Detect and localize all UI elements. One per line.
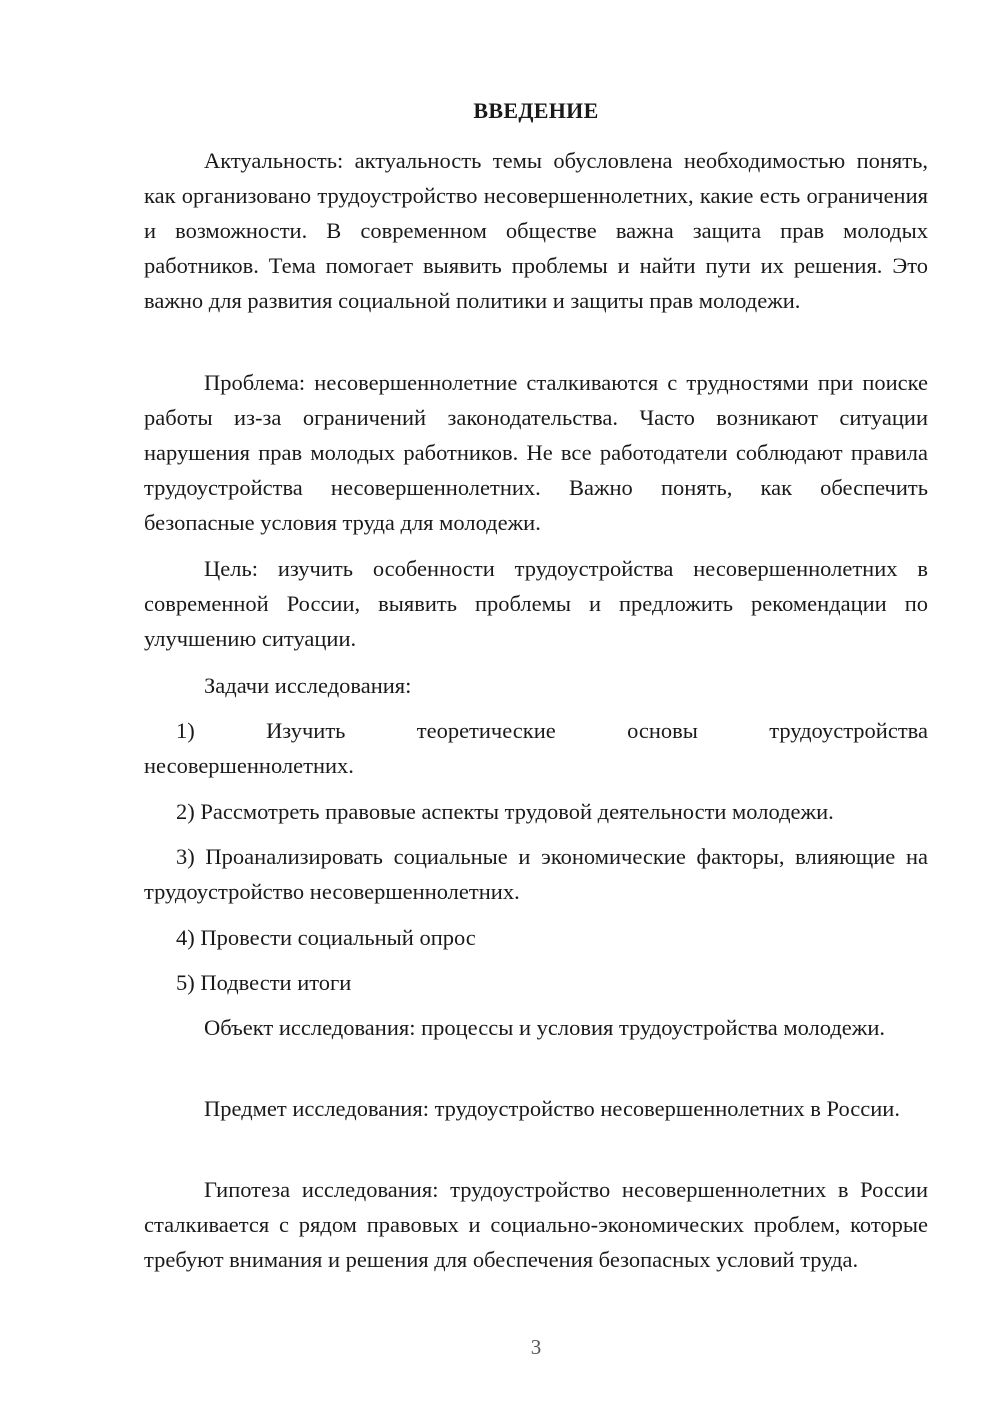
page-number: 3 bbox=[530, 1335, 542, 1359]
list-item-task-2: 2) Рассмотреть правовые аспекты трудовой деятельности молодежи. bbox=[176, 799, 834, 824]
list-item-task-3: 3) Проанализировать социальные и экономические факторы, влияющие на трудоустройство несовершеннолетних. bbox=[144, 844, 928, 904]
task-1-word: основы bbox=[627, 718, 698, 743]
list-item-task-5: 5) Подвести итоги bbox=[176, 970, 352, 995]
paragraph-object: Объект исследования: процессы и условия трудоустройства молодежи. bbox=[204, 1015, 886, 1040]
paragraph-subject: Предмет исследования: трудоустройство несовершеннолетних в России. bbox=[204, 1096, 900, 1121]
task-1-word: трудоустройства bbox=[769, 718, 928, 743]
paragraph-relevance: Актуальность: актуальность темы обусловлена необходимостью понять, как организовано трудоустройство несовершеннолетних, какие есть ограничения и возможности. В современном обществе важна защита прав молодых работников. Тема помогает выявить проблемы и найти пути их решения. Это важно для развития социальной политики и защиты прав молодежи. bbox=[144, 148, 928, 313]
paragraph-tasks-heading: Задачи исследования: bbox=[204, 673, 412, 698]
paragraph-goal: Цель: изучить особенности трудоустройства несовершеннолетних в современной России, выявить проблемы и предложить рекомендации по улучшению ситуации. bbox=[144, 556, 928, 651]
list-item-task-4: 4) Провести социальный опрос bbox=[176, 925, 476, 950]
task-1-first-line bbox=[144, 713, 928, 748]
task-1-continuation: несовершеннолетних. bbox=[144, 753, 354, 778]
task-1-word: теоретические bbox=[416, 718, 556, 743]
page-title: ВВЕДЕНИЕ bbox=[473, 98, 599, 123]
task-1-word: 1) bbox=[176, 718, 195, 743]
paragraph-hypothesis: Гипотеза исследования: трудоустройство несовершеннолетних в России сталкивается с рядом правовых и социально-экономических проблем, которые требуют внимания и решения для обеспечения безопасных условий труда. bbox=[144, 1177, 928, 1272]
paragraph-problem: Проблема: несовершеннолетние сталкиваются с трудностями при поиске работы из-за ограничений законодательства. Часто возникают ситуации нарушения прав молодых работников. Не все работодатели соблюдают правила трудоустройства несовершеннолетних. Важно понять, как обеспечить безопасные условия труда для молодежи. bbox=[144, 370, 928, 535]
task-1-word: Изучить bbox=[266, 718, 346, 743]
list-item-task-1 bbox=[144, 713, 928, 783]
